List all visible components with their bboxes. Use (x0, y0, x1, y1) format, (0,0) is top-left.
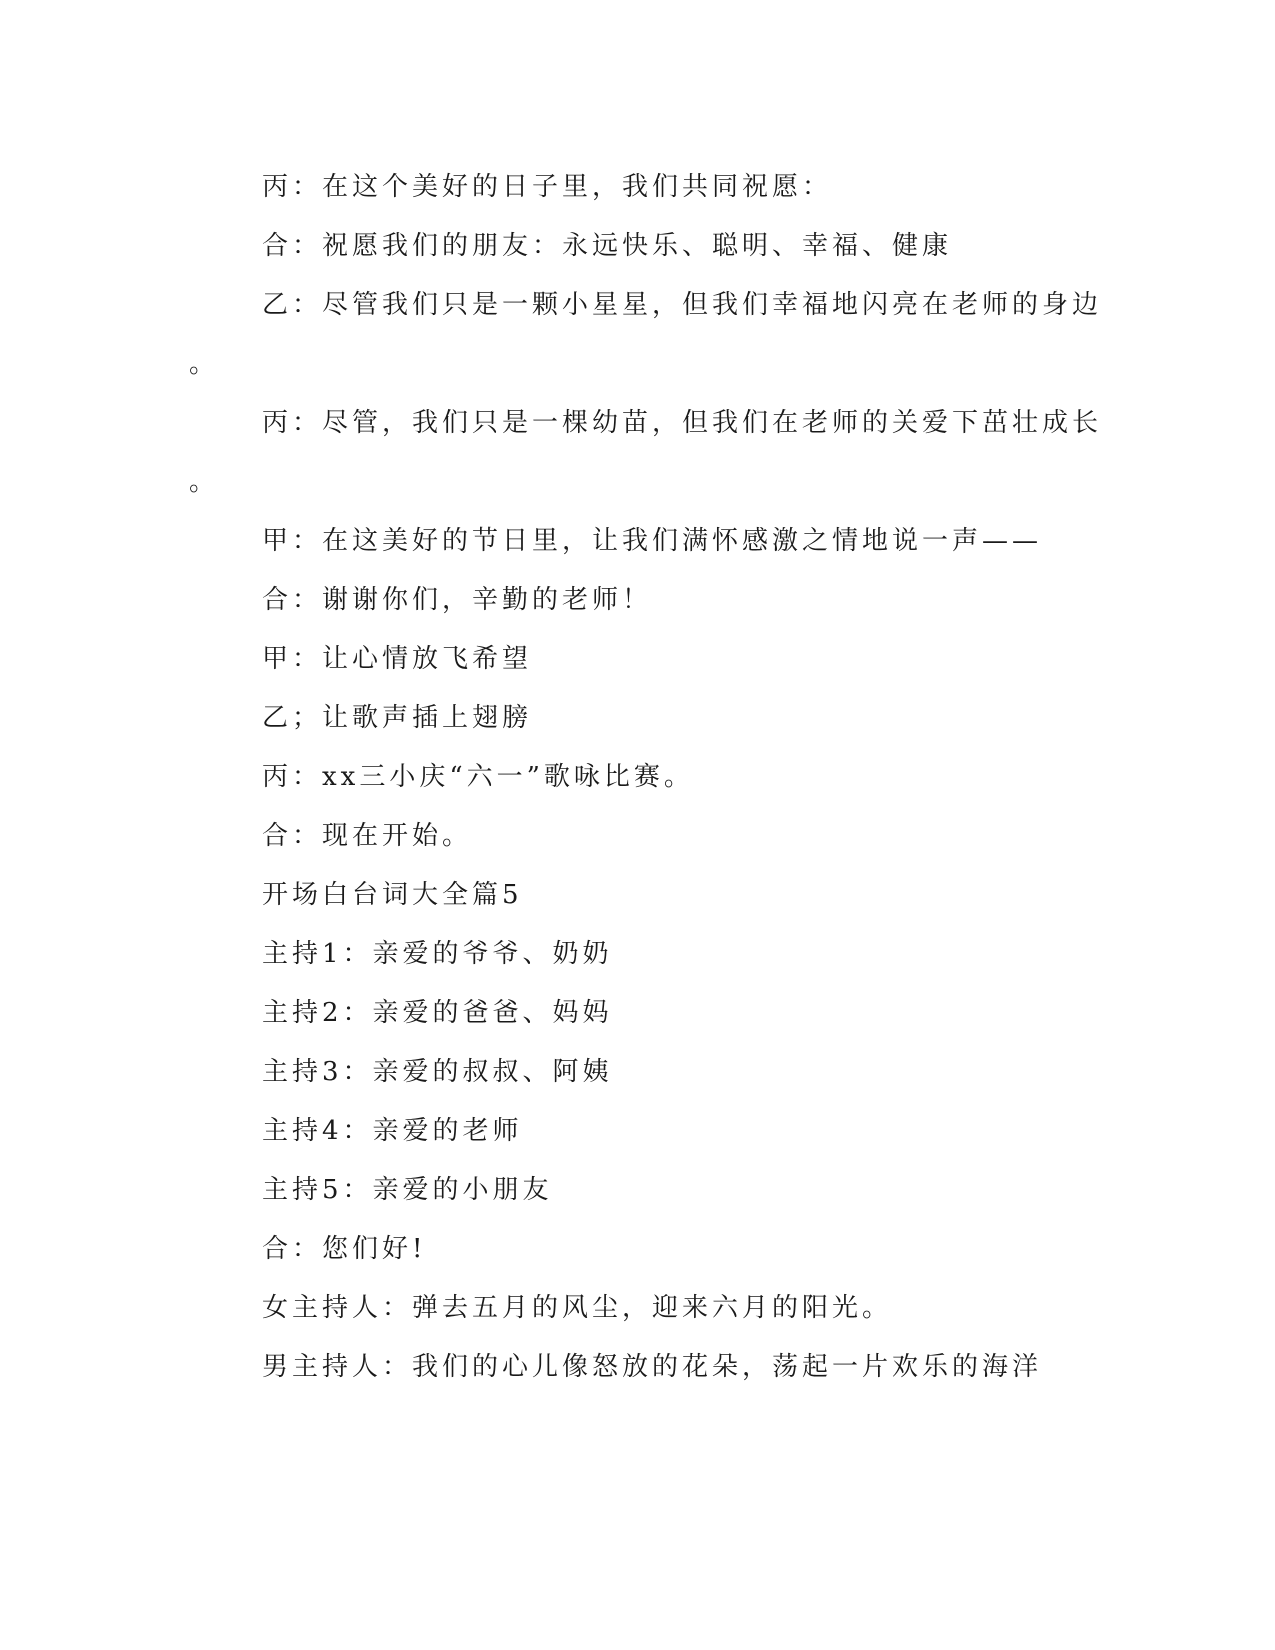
text-line-continuation: 。 (189, 467, 216, 497)
section-heading: 开场白台词大全篇5 (262, 880, 523, 910)
text-line: 合：谢谢你们，辛勤的老师！ (262, 585, 653, 615)
text-line: 乙；让歌声插上翅膀 (262, 703, 533, 733)
text-line: 甲：在这美好的节日里，让我们满怀感激之情地说一声—— (262, 526, 1043, 556)
text-line: 主持5：亲爱的小朋友 (262, 1175, 553, 1205)
text-line: 主持4：亲爱的老师 (262, 1116, 523, 1146)
text-line: 女主持人：弹去五月的风尘，迎来六月的阳光。 (262, 1293, 893, 1323)
text-line: 合：祝愿我们的朋友：永远快乐、聪明、幸福、健康 (262, 231, 953, 261)
text-line: 丙：xx三小庆“六一”歌咏比赛。 (262, 762, 694, 792)
text-line: 合：您们好! (262, 1234, 427, 1264)
text-line: 乙：尽管我们只是一颗小星星，但我们幸福地闪亮在老师的身边 (262, 290, 1103, 320)
text-line: 丙：尽管，我们只是一棵幼苗，但我们在老师的关爱下茁壮成长 (262, 408, 1103, 438)
text-line: 主持1：亲爱的爷爷、奶奶 (262, 939, 613, 969)
text-line: 主持3：亲爱的叔叔、阿姨 (262, 1057, 613, 1087)
text-line: 合：现在开始。 (262, 821, 473, 851)
text-line: 丙：在这个美好的日子里，我们共同祝愿： (262, 172, 833, 202)
text-line-continuation: 。 (189, 349, 216, 379)
text-line: 男主持人：我们的心儿像怒放的花朵，荡起一片欢乐的海洋 (262, 1352, 1043, 1382)
text-line: 甲：让心情放飞希望 (262, 644, 533, 674)
text-line: 主持2：亲爱的爸爸、妈妈 (262, 998, 613, 1028)
